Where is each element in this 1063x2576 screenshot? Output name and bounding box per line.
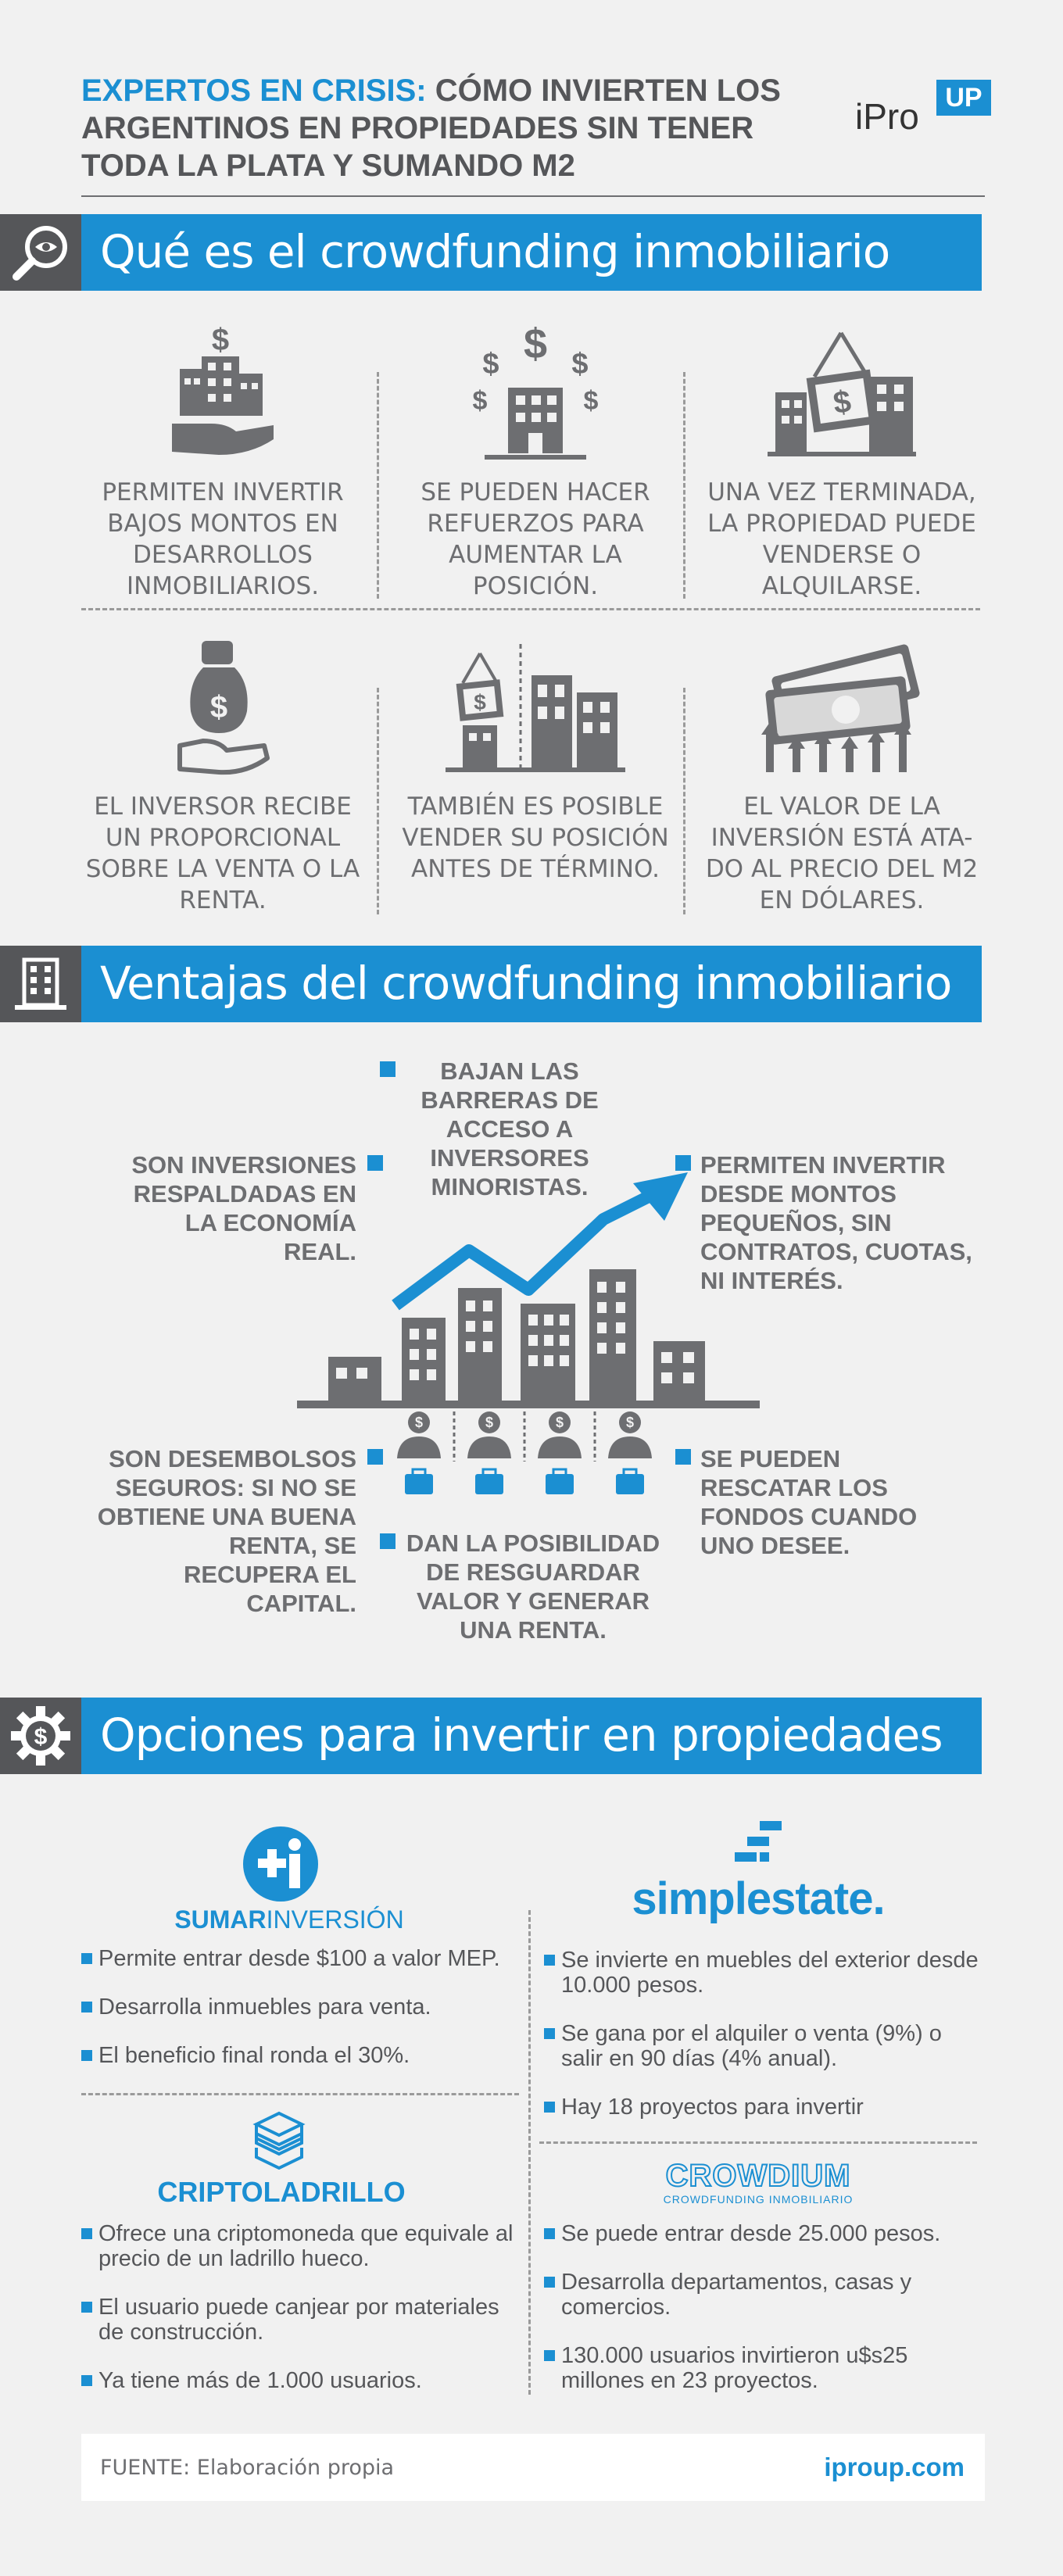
footer xyxy=(81,2434,985,2501)
svg-text:$: $ xyxy=(474,690,486,714)
svg-text:$: $ xyxy=(209,690,228,724)
dollar-label: $ xyxy=(625,1415,635,1430)
crowdium-tagline: CROWDFUNDING INMOBILIARIO xyxy=(663,2193,854,2206)
divider xyxy=(683,372,685,599)
advantage-right-bottom-text: SE PUEDEN RESCATAR LOS FONDOS CUANDO UNO DESEE. xyxy=(700,1445,918,1559)
headline-text: CÓMO INVIERTEN LOS ARGENTINOS EN PROPIEDADES SIN TENER TODA LA PLATA Y SUMANDO M2 xyxy=(81,73,781,183)
section2-title: Ventajas del crowdfunding inmobiliario xyxy=(100,957,952,1010)
bullet-square xyxy=(380,1061,395,1077)
what-item-3-text: UNA VEZ TERMINADA, LA PROPIEDAD PUEDE VENDERSE O ALQUILARSE. xyxy=(707,478,976,600)
crowdium-bullets xyxy=(544,2221,982,2417)
section2-banner xyxy=(0,946,982,1022)
list-item: Permite entrar desde $100 a valor MEP. xyxy=(81,1946,527,1971)
svg-text:$: $ xyxy=(831,384,854,421)
what-item-5-text: TAMBIÉN ES POSIBLE VENDER SU POSICIÓN ANTES DE TÉRMINO. xyxy=(402,792,669,883)
sumar-name-light: INVERSIÓN xyxy=(266,1905,404,1934)
sumar-name-bold: SUMAR xyxy=(174,1905,267,1934)
what-item-2 xyxy=(391,322,680,602)
list-item: Se gana por el alquiler o venta (9%) o salir en 90 días (4% anual). xyxy=(544,2021,982,2071)
criptoladrillo-bullets xyxy=(81,2221,527,2417)
bullet-square xyxy=(675,1155,691,1171)
sumar-inversion-name[interactable] xyxy=(172,1905,406,1934)
logo-badge: UP xyxy=(936,80,991,116)
what-item-3 xyxy=(697,322,986,602)
list-item: Ofrece una criptomoneda que equivale al precio de un ladrillo hueco. xyxy=(81,2221,527,2271)
headline-highlight: EXPERTOS EN CRISIS: xyxy=(81,73,427,108)
divider xyxy=(81,2093,519,2095)
what-item-5 xyxy=(391,644,680,885)
svg-text:$: $ xyxy=(523,322,548,367)
divider xyxy=(528,1910,531,2395)
section1-title: Qué es el crowdfunding inmobiliario xyxy=(100,225,890,278)
buildings-sale-sign-icon xyxy=(446,644,625,777)
divider xyxy=(377,372,379,599)
list-item: Hay 18 proyectos para invertir xyxy=(544,2095,982,2120)
building-for-sale-sign-icon xyxy=(760,322,924,463)
money-bag-hand-icon xyxy=(164,636,281,777)
advantage-bottom-text: DAN LA POSIBILIDAD DE RESGUARDAR VALOR Y GENERAR UNA RENTA. xyxy=(406,1530,660,1644)
footer-source: FUENTE: Elaboración propia xyxy=(100,2456,395,2480)
headline xyxy=(81,72,816,184)
dollar-bills-arrows-up-icon xyxy=(752,644,932,777)
section1-banner xyxy=(0,214,982,291)
dollar-label: $ xyxy=(485,1415,494,1430)
dollar-label: $ xyxy=(414,1415,424,1430)
hand-building-dollar-icon xyxy=(164,322,281,463)
svg-text:$: $ xyxy=(583,386,599,416)
advantage-bottom xyxy=(380,1529,661,1644)
iproup-logo[interactable] xyxy=(852,75,993,138)
list-item: Desarrolla inmuebles para venta. xyxy=(81,1995,527,2020)
list-item: El beneficio final ronda el 30%. xyxy=(81,2043,527,2068)
what-item-6-text: EL VALOR DE LA INVERSIÓN ESTÁ ATA-DO AL PRECIO DEL M2 EN DÓLARES. xyxy=(705,792,979,914)
svg-text:$: $ xyxy=(34,1724,48,1750)
brick-stack-icon xyxy=(252,2110,306,2170)
list-item: Se invierte en muebles del exterior desde 10.000 pesos. xyxy=(544,1948,982,1998)
list-item: Se puede entrar desde 25.000 pesos. xyxy=(544,2221,982,2246)
bullet-square xyxy=(367,1155,383,1171)
divider xyxy=(683,688,685,914)
crowdium-logo[interactable] xyxy=(641,2159,875,2206)
what-item-1-text: PERMITEN INVERTIR BAJOS MONTOS EN DESARROLLOS INMOBILIARIOS. xyxy=(102,478,344,600)
list-item: 130.000 usuarios invirtieron u$s25 millones en 23 proyectos. xyxy=(544,2343,982,2393)
row-divider xyxy=(81,608,980,610)
svg-text:$: $ xyxy=(211,323,230,357)
building-icon xyxy=(0,946,81,1022)
crowdium-name: CROWDIUM xyxy=(665,2159,851,2193)
list-item: Desarrolla departamentos, casas y comercios. xyxy=(544,2270,982,2320)
header-divider xyxy=(81,195,985,197)
section3-banner xyxy=(0,1698,982,1774)
simplestate-bullets xyxy=(544,1948,982,2143)
list-item: El usuario puede canjear por materiales de construcción. xyxy=(81,2295,527,2345)
advantage-left-bottom-text: SON DESEMBOLSOS SEGUROS: SI NO SE OBTIENE UNA BUENA RENTA, SE RECUPERA EL CAPITAL. xyxy=(97,1445,356,1617)
what-item-6 xyxy=(697,644,986,916)
what-item-4 xyxy=(78,636,367,916)
advantage-right-top-text: PERMITEN INVERTIR DESDE MONTOS PEQUEÑOS, SIN CONTRATOS, CUOTAS, NI INTERÉS. xyxy=(700,1151,972,1294)
divider xyxy=(377,688,379,914)
svg-text:$: $ xyxy=(472,386,488,416)
simplestate-name[interactable]: simplestate. xyxy=(632,1873,885,1924)
city-growth-illustration xyxy=(297,1172,766,1516)
sumar-inversion-logo-icon xyxy=(242,1826,319,1902)
what-item-1 xyxy=(78,322,367,602)
what-item-4-text: EL INVERSOR RECIBE UN PROPORCIONAL SOBRE LA VENTA O LA RENTA. xyxy=(85,792,360,914)
simplestate-logo-icon xyxy=(732,1821,782,1871)
building-dollars-icon xyxy=(461,322,610,463)
svg-text:$: $ xyxy=(571,348,589,381)
magnifier-eye-icon xyxy=(0,214,81,291)
advantage-left-top-text: SON INVERSIONES RESPALDADAS EN LA ECONOMÍA REAL. xyxy=(131,1151,356,1265)
svg-text:$: $ xyxy=(482,348,499,381)
sumar-bullets xyxy=(81,1946,527,2091)
dollar-label: $ xyxy=(555,1415,564,1430)
section3-title: Opciones para invertir en propiedades xyxy=(100,1708,943,1762)
list-item: Ya tiene más de 1.000 usuarios. xyxy=(81,2368,527,2393)
bullet-square xyxy=(380,1533,395,1549)
logo-text: iPro xyxy=(855,96,919,137)
advantage-top-text: BAJAN LAS BARRERAS DE ACCESO A INVERSORES MINORISTAS. xyxy=(421,1057,599,1200)
what-item-2-text: SE PUEDEN HACER REFUERZOS PARA AUMENTAR LA POSICIÓN. xyxy=(421,478,650,600)
criptoladrillo-name[interactable]: CRIPTOLADRILLO xyxy=(157,2176,406,2208)
gear-dollar-icon xyxy=(0,1698,81,1774)
footer-site-link[interactable]: iproup.com xyxy=(824,2453,965,2481)
